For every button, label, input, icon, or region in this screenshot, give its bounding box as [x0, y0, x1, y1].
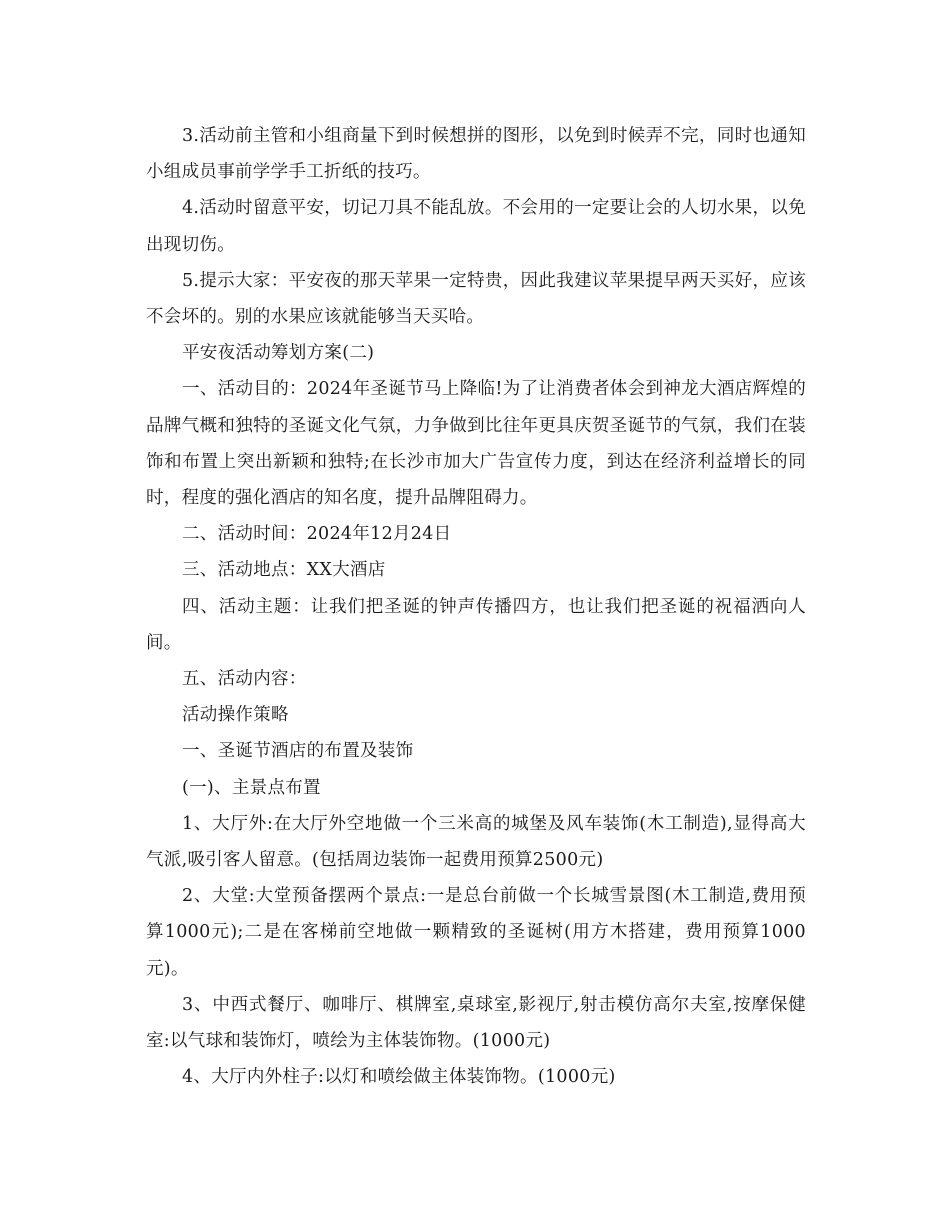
paragraph-note-4: 4.活动时留意平安，切记刀具不能乱放。不会用的一定要让会的人切水果，以免出现切伤。 [146, 198, 806, 255]
paragraph-decoration-heading: 一、圣诞节酒店的布置及装饰 [182, 741, 414, 762]
paragraph-theme: 四、活动主题：让我们把圣诞的钟声传播四方，也让我们把圣诞的祝福洒向人间。 [146, 596, 806, 653]
paragraph-time: 二、活动时间：2024年12月24日 [182, 524, 452, 545]
paragraph-item-1: 1、大厅外:在大厅外空地做一个三米高的城堡及风车装饰(木工制造),显得高大气派,吸引客人留意。(包括周边装饰一起费用预算2500元) [146, 813, 806, 871]
paragraph-content: 五、活动内容： [182, 669, 307, 690]
paragraph-location: 三、活动地点：XX大酒店 [182, 560, 386, 581]
paragraph-strategy: 活动操作策略 [182, 705, 289, 726]
paragraph-item-2: 2、大堂:大堂预备摆两个景点:一是总台前做一个长城雪景图(木工制造,费用预算1000元);二是在客梯前空地做一颗精致的圣诞树(用方木搭建，费用预算1000元)。 [146, 886, 806, 979]
paragraph-item-4: 4、大厅内外柱子:以灯和喷绘做主体装饰物。(1000元) [182, 1067, 616, 1088]
paragraph-purpose: 一、活动目的：2024年圣诞节马上降临!为了让消费者体会到神龙大酒店辉煌的品牌气概和独特的圣诞文化气氛，力争做到比往年更具庆贺圣诞节的气氛，我们在装饰和布置上突出新颖和独特;在长沙市加大广告宣传力度，到达在经济利益增长的同时，程度的强化酒店的知名度，提升品牌阻碍力。 [146, 379, 806, 509]
document-body [146, 118, 806, 1095]
section-title: 平安夜活动筹划方案(二) [182, 343, 375, 364]
paragraph-note-3: 3.活动前主管和小组商量下到时候想拼的图形，以免到时候弄不完，同时也通知小组成员事前学学手工折纸的技巧。 [146, 126, 806, 183]
paragraph-note-5: 5.提示大家：平安夜的那天苹果一定特贵，因此我建议苹果提早两天买好，应该不会坏的。别的水果应该就能够当天买哈。 [146, 270, 806, 328]
paragraph-item-3: 3、中西式餐厅、咖啡厅、棋牌室,桌球室,影视厅,射击模仿高尔夫室,按摩保健室:以气球和装饰灯，喷绘为主体装饰物。(1000元) [146, 994, 806, 1052]
paragraph-main-scene-heading: (一)、主景点布置 [182, 777, 321, 798]
